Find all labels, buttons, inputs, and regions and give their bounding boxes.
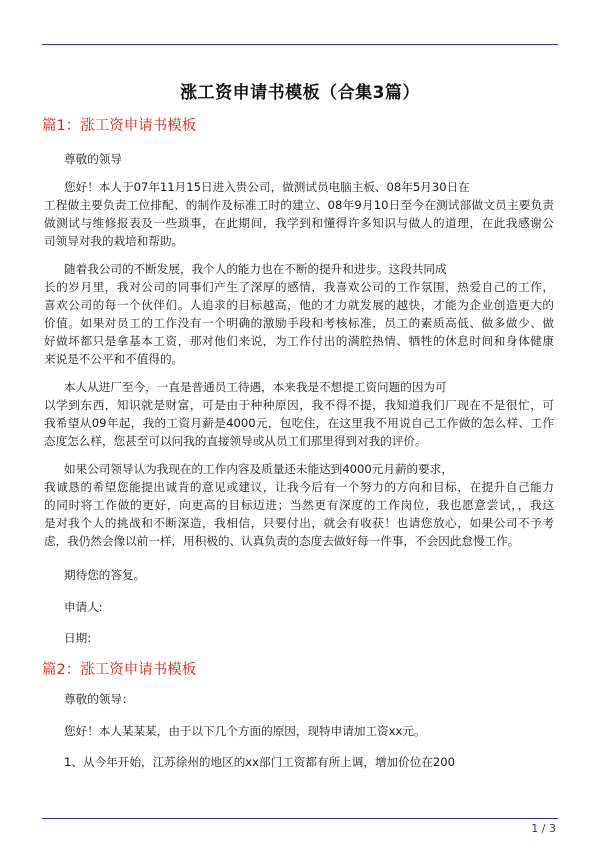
paragraph-line: 价值。如果对员工的工作没有一个明确的激励手段和考核标准，员工的素质高低、做多做少、做: [44, 316, 554, 330]
document-title: 涨工资申请书模板（合集3篇）: [180, 83, 420, 103]
header-rule: [42, 44, 558, 45]
paragraph-line: 随着我公司的不断发展，我个人的能力也在不断的提升和进步。这段共同成: [64, 262, 447, 276]
paragraph-line: 工程做主要负责工位排配、的制作及标准工时的建立、08年9月10日至今在测试部做文员主要负责: [44, 198, 554, 212]
paragraph-line: 您好！本人于07年11月15日进入贵公司，做测试员电脑主板、08年5月30日在: [64, 180, 470, 194]
paragraph-line: 做测试与维修报表及一些琐事，在此期间，我学到和懂得许多知识与做人的道理，在此我感谢公: [44, 216, 554, 230]
paragraph-line: 我诚恳的希望您能提出诚肯的意见或建议，让我今后有一个努力的方向和目标，在提升自己能力: [44, 480, 554, 494]
paragraph-line: 的同时将工作做的更好，向更高的目标迈进；当然更有深度的工作岗位，我也愿意尝试，，我这: [44, 498, 554, 512]
section-1-heading: 篇1：涨工资申请书模板: [42, 118, 197, 134]
paragraph-line: 长的岁月里，我对公司的同事们产生了深厚的感情，我喜欢公司的工作氛围，热爱自己的工作，: [44, 280, 554, 294]
paragraph-line: 是对我个人的挑战和不断深造，我相信，只要付出，就会有收获！也请您放心，如果公司不予考: [44, 516, 554, 530]
paragraph-line: 如果公司领导认为我现在的工作内容及质量还未能达到4000元月薪的要求，: [64, 462, 453, 476]
section-2-heading: 篇2：涨工资申请书模板: [42, 662, 197, 678]
paragraph-line: 司领导对我的栽培和帮助。: [44, 234, 184, 248]
paragraph-line: 来说是不公平和不值得的。: [44, 352, 184, 366]
closing-line: 期待您的答复。: [64, 568, 146, 582]
paragraph-line: 以学到东西，知识就是财富，可是由于种种原因，我不得不提，我知道我们厂现在不是很忙，可: [44, 398, 554, 412]
date-label: 日期:: [64, 631, 92, 645]
paragraph-line: 我希望从09年起，我的工资月薪是4000元，包吃住，在这里我不用说自己工作做的怎么样、工作: [44, 416, 554, 430]
applicant-label: 申请人:: [64, 600, 103, 614]
paragraph-line: 好做坏都只是拿基本工资，那对他们来说，为工作付出的满腔热情、牺牲的休息时间和身体健康: [44, 334, 554, 348]
paragraph-line: 1、从今年开始，江苏徐州的地区的xx部门工资都有所上调，增加价位在200: [64, 755, 456, 769]
paragraph-line: 喜欢公司的每一个伙伴们。人追求的目标越高，他的才力就发展的越快，才能为企业创造更大的: [44, 298, 554, 312]
footer-rule: [42, 818, 558, 819]
page-indicator: 1 / 3: [531, 822, 556, 835]
paragraph-line: 您好！本人某某某，由于以下几个方面的原因，现特申请加工资xx元。: [64, 724, 426, 738]
salutation: 尊敬的领导: [64, 152, 122, 166]
paragraph-line: 虑，我仍然会像以前一样，用积极的、认真负责的态度去做好每一件事，不会因此怠慢工作。: [44, 534, 520, 548]
paragraph-line: 本人从进厂至今，一直是普通员工待遇，本来我是不想提工资问题的因为可: [64, 380, 447, 394]
salutation: 尊敬的领导：: [64, 692, 134, 706]
paragraph-line: 态度怎么样，您甚至可以问我的直接领导或从员工们那里得到对我的评价。: [44, 434, 427, 448]
